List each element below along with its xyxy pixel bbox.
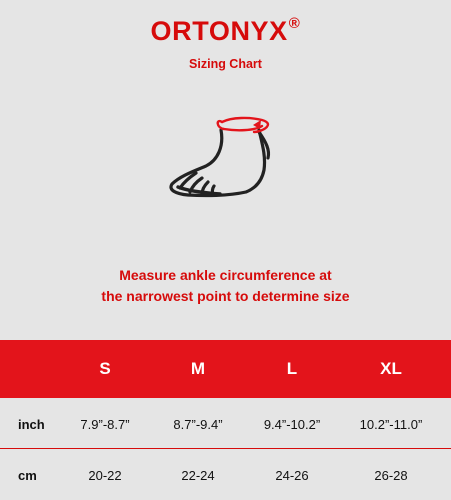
cm-value-l: 24-26: [275, 468, 309, 483]
cm-value-s: 20-22: [88, 468, 122, 483]
table-row-cm: [0, 452, 451, 500]
row-unit-cm: cm: [18, 468, 37, 483]
size-label-s: S: [99, 359, 111, 378]
inch-value-l: 9.4”-10.2”: [263, 417, 321, 432]
row-unit-inch: inch: [18, 417, 45, 432]
size-header-row: [0, 340, 451, 398]
measurement-instruction: [0, 265, 451, 307]
size-label-xl: XL: [380, 359, 402, 378]
inch-value-s: 7.9”-8.7”: [80, 417, 130, 432]
page-subtitle: Sizing Chart: [189, 57, 262, 71]
table-row-inch: [0, 401, 451, 449]
registered-mark: ®: [288, 15, 301, 32]
size-label-l: L: [286, 359, 298, 378]
size-label-m: M: [190, 359, 206, 378]
inch-value-xl: 10.2”-11.0”: [359, 417, 423, 432]
brand-logo: [0, 16, 451, 47]
instruction-line-1: Measure ankle circumference at: [119, 267, 332, 283]
cm-value-m: 22-24: [181, 468, 215, 483]
cm-value-xl: 26-28: [374, 468, 408, 483]
brand-name: ORTONYX: [150, 16, 288, 46]
inch-value-m: 8.7”-9.4”: [173, 417, 223, 432]
instruction-line-2: the narrowest point to determine size: [101, 288, 350, 304]
ankle-measure-foot-icon: [158, 98, 298, 218]
